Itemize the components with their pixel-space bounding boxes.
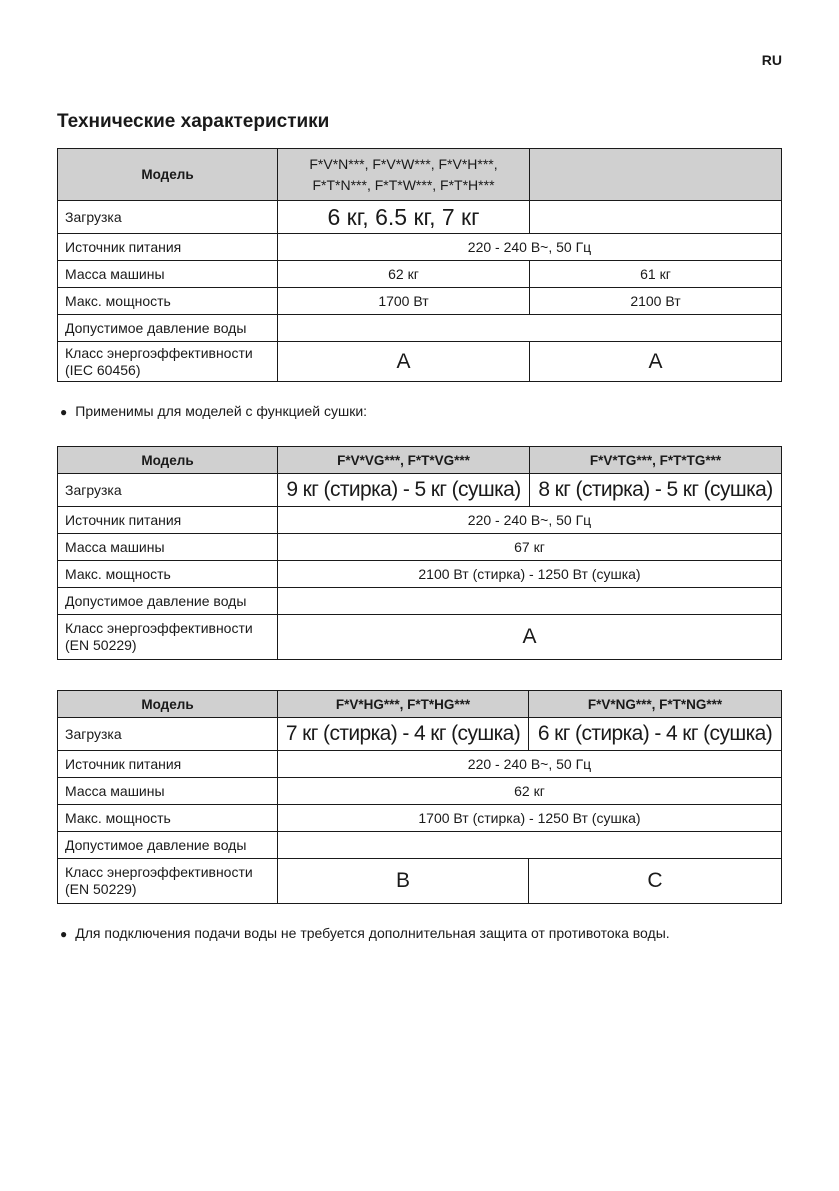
power-value: 220 - 240 В~, 50 Гц <box>278 507 782 534</box>
class-label-line: (IEC 60456) <box>65 361 141 378</box>
empty-cell <box>278 588 782 615</box>
model-header-b: F*V*NG***, F*T*NG*** <box>529 691 782 718</box>
energy-class-value: B <box>278 859 529 904</box>
row-label: Загрузка <box>58 474 278 507</box>
energy-class-value: C <box>529 859 782 904</box>
model-list-cell <box>278 149 530 201</box>
energy-class-value: A <box>530 342 782 382</box>
energy-class-value: A <box>278 615 782 660</box>
backflow-note-text: Для подключения подачи воды не требуется дополнительная защита от противотока воды. <box>75 925 670 941</box>
table-row <box>58 201 782 234</box>
model-header: Модель <box>58 691 278 718</box>
table-row <box>58 832 782 859</box>
table-row <box>58 507 782 534</box>
class-label-line: Класс энергоэффективности <box>65 344 253 361</box>
load-value: 8 кг (стирка) - 5 кг (сушка) <box>530 474 782 507</box>
load-value: 9 кг (стирка) - 5 кг (сушка) <box>278 474 530 507</box>
table-row <box>58 859 782 904</box>
model-header-b: F*V*TG***, F*T*TG*** <box>530 447 782 474</box>
row-label: Загрузка <box>58 201 278 234</box>
table-row <box>58 615 782 660</box>
load-value: 7 кг (стирка) - 4 кг (сушка) <box>278 718 529 751</box>
table-row <box>58 778 782 805</box>
table-row <box>58 691 782 718</box>
maxpower-value: 2100 Вт (стирка) - 1250 Вт (сушка) <box>278 561 782 588</box>
table-row <box>58 315 782 342</box>
row-label: Масса машины <box>58 778 278 805</box>
load-value: 6 кг, 6.5 кг, 7 кг <box>278 201 530 234</box>
row-label: Масса машины <box>58 261 278 288</box>
maxpower-value: 2100 Вт <box>530 288 782 315</box>
maxpower-value: 1700 Вт <box>278 288 530 315</box>
table-row <box>58 534 782 561</box>
row-label: Масса машины <box>58 534 278 561</box>
model-header: Модель <box>58 149 278 201</box>
row-label: Загрузка <box>58 718 278 751</box>
table-row <box>58 149 782 201</box>
table-row <box>58 342 782 382</box>
dryer-note-text: Применимы для моделей с функцией сушки: <box>75 403 368 419</box>
maxpower-value: 1700 Вт (стирка) - 1250 Вт (сушка) <box>278 805 782 832</box>
spec-table-standard <box>57 148 782 382</box>
empty-cell <box>530 201 782 234</box>
class-label-line: Класс энергоэффективности <box>65 864 253 880</box>
spec-table-dryer-hg-ng <box>57 690 782 904</box>
model-list-line: F*T*N***, F*T*W***, F*T*H*** <box>312 176 495 193</box>
table-row <box>58 234 782 261</box>
mass-value: 62 кг <box>278 261 530 288</box>
spec-table-dryer-vg-tg <box>57 446 782 660</box>
row-label: Макс. мощность <box>58 288 278 315</box>
row-label: Источник питания <box>58 234 278 261</box>
row-label: Источник питания <box>58 751 278 778</box>
table-row <box>58 588 782 615</box>
table-row <box>58 751 782 778</box>
table-row <box>58 561 782 588</box>
row-label: Допустимое давление воды <box>58 832 278 859</box>
row-label: Макс. мощность <box>58 805 278 832</box>
model-header: Модель <box>58 447 278 474</box>
bullet-icon: ● <box>60 927 68 941</box>
empty-header-cell <box>530 149 782 201</box>
power-value: 220 - 240 В~, 50 Гц <box>278 751 782 778</box>
class-label-line: Класс энергоэффективности <box>65 620 253 636</box>
class-label-line: (EN 50229) <box>65 637 137 653</box>
bullet-icon: ● <box>60 405 68 419</box>
table-row <box>58 718 782 751</box>
mass-value: 67 кг <box>278 534 782 561</box>
table-row <box>58 261 782 288</box>
load-value: 6 кг (стирка) - 4 кг (сушка) <box>529 718 782 751</box>
class-label-line: (EN 50229) <box>65 881 137 897</box>
mass-value: 61 кг <box>530 261 782 288</box>
language-code: RU <box>761 52 782 68</box>
row-label: Макс. мощность <box>58 561 278 588</box>
power-value: 220 - 240 В~, 50 Гц <box>278 234 782 261</box>
row-label <box>58 859 278 904</box>
model-header-a: F*V*VG***, F*T*VG*** <box>278 447 530 474</box>
model-list-line: F*V*N***, F*V*W***, F*V*H***, <box>309 155 498 172</box>
row-label: Допустимое давление воды <box>58 315 278 342</box>
row-label <box>58 342 278 382</box>
dryer-note <box>60 403 367 419</box>
model-header-a: F*V*HG***, F*T*HG*** <box>278 691 529 718</box>
energy-class-value: A <box>278 342 530 382</box>
table-row <box>58 805 782 832</box>
page-title: Технические характеристики <box>57 111 330 132</box>
table-row <box>58 288 782 315</box>
empty-cell <box>278 832 782 859</box>
row-label: Источник питания <box>58 507 278 534</box>
table-row <box>58 447 782 474</box>
empty-cell <box>278 315 782 342</box>
table-row <box>58 474 782 507</box>
mass-value: 62 кг <box>278 778 782 805</box>
row-label <box>58 615 278 660</box>
backflow-note <box>60 925 670 941</box>
row-label: Допустимое давление воды <box>58 588 278 615</box>
